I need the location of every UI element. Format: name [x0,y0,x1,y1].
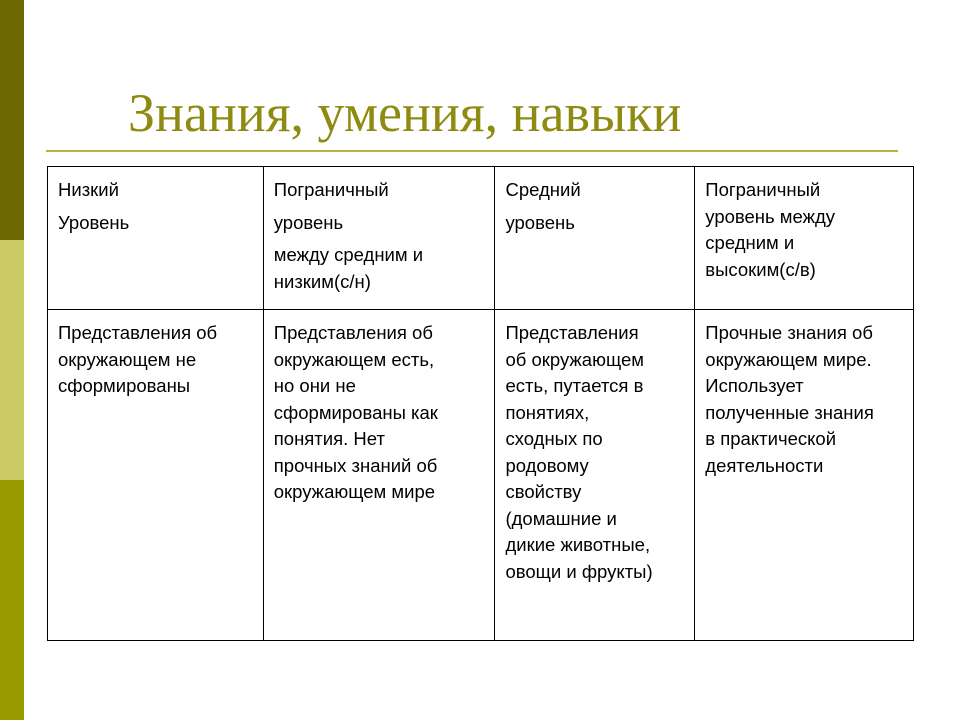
cell-line: уровень [273,211,344,233]
cell-line: между средним и [273,244,424,265]
cell-line: сходных по [505,428,603,449]
cell-line: Представления об [58,322,218,343]
header-cell-borderline-mid-high [695,167,914,310]
header-cell-medium [495,167,695,310]
cell-line: Уровень [58,211,130,233]
header-cell-low [48,167,264,310]
levels-table [47,166,914,641]
cell-line: понятиях, [505,401,590,423]
table-cell [495,310,695,641]
side-band-dark [0,0,24,240]
table-row [48,310,914,641]
side-band-light [0,240,24,480]
cell-line: сформированы как [273,401,438,423]
cell-line: Низкий [58,179,119,200]
slide-title: Знания, умения, навыки [128,83,682,143]
cell-line: понятия. Нет [273,428,385,449]
title-underline [46,150,898,152]
cell-line: средним и [705,232,795,253]
cell-line: окружающем не [58,348,197,370]
cell-line: окружающем мире [273,481,436,502]
cell-line: Представления [505,322,639,343]
cell-line: об окружающем [505,348,644,370]
cell-line: дикие животные, [505,534,651,555]
cell-line: Пограничный [273,179,389,200]
cell-line: родовому [505,454,589,476]
cell-line: высоким(с/в) [705,258,816,280]
side-band-olive [0,480,24,720]
cell-line: есть, путается в [505,375,644,396]
cell-line: Прочные знания об [705,322,873,343]
cell-line: уровень [505,211,575,233]
cell-line: сформированы [58,375,191,396]
cell-line: окружающем есть, [273,348,435,370]
header-cell-borderline-low-mid [263,167,495,310]
cell-line: но они не [273,375,356,396]
cell-line: деятельности [705,454,824,476]
table-header-row [48,167,914,310]
cell-line: Средний [505,179,581,200]
cell-line: (домашние и [505,507,617,529]
cell-line: Пограничный [705,179,821,200]
cell-line: овощи и фрукты) [505,560,653,582]
cell-line: низким(с/н) [273,270,371,292]
cell-line: в практической [705,428,837,449]
table-cell [695,310,914,641]
cell-line: Использует [705,375,804,396]
cell-line: Представления об [273,322,433,343]
cell-line: окружающем мире. [705,348,872,370]
table-cell [263,310,495,641]
table-cell [48,310,264,641]
cell-line: уровень между [705,205,836,227]
cell-line: свойству [505,481,582,502]
cell-line: полученные знания [705,401,874,423]
cell-line: прочных знаний об [273,454,438,476]
